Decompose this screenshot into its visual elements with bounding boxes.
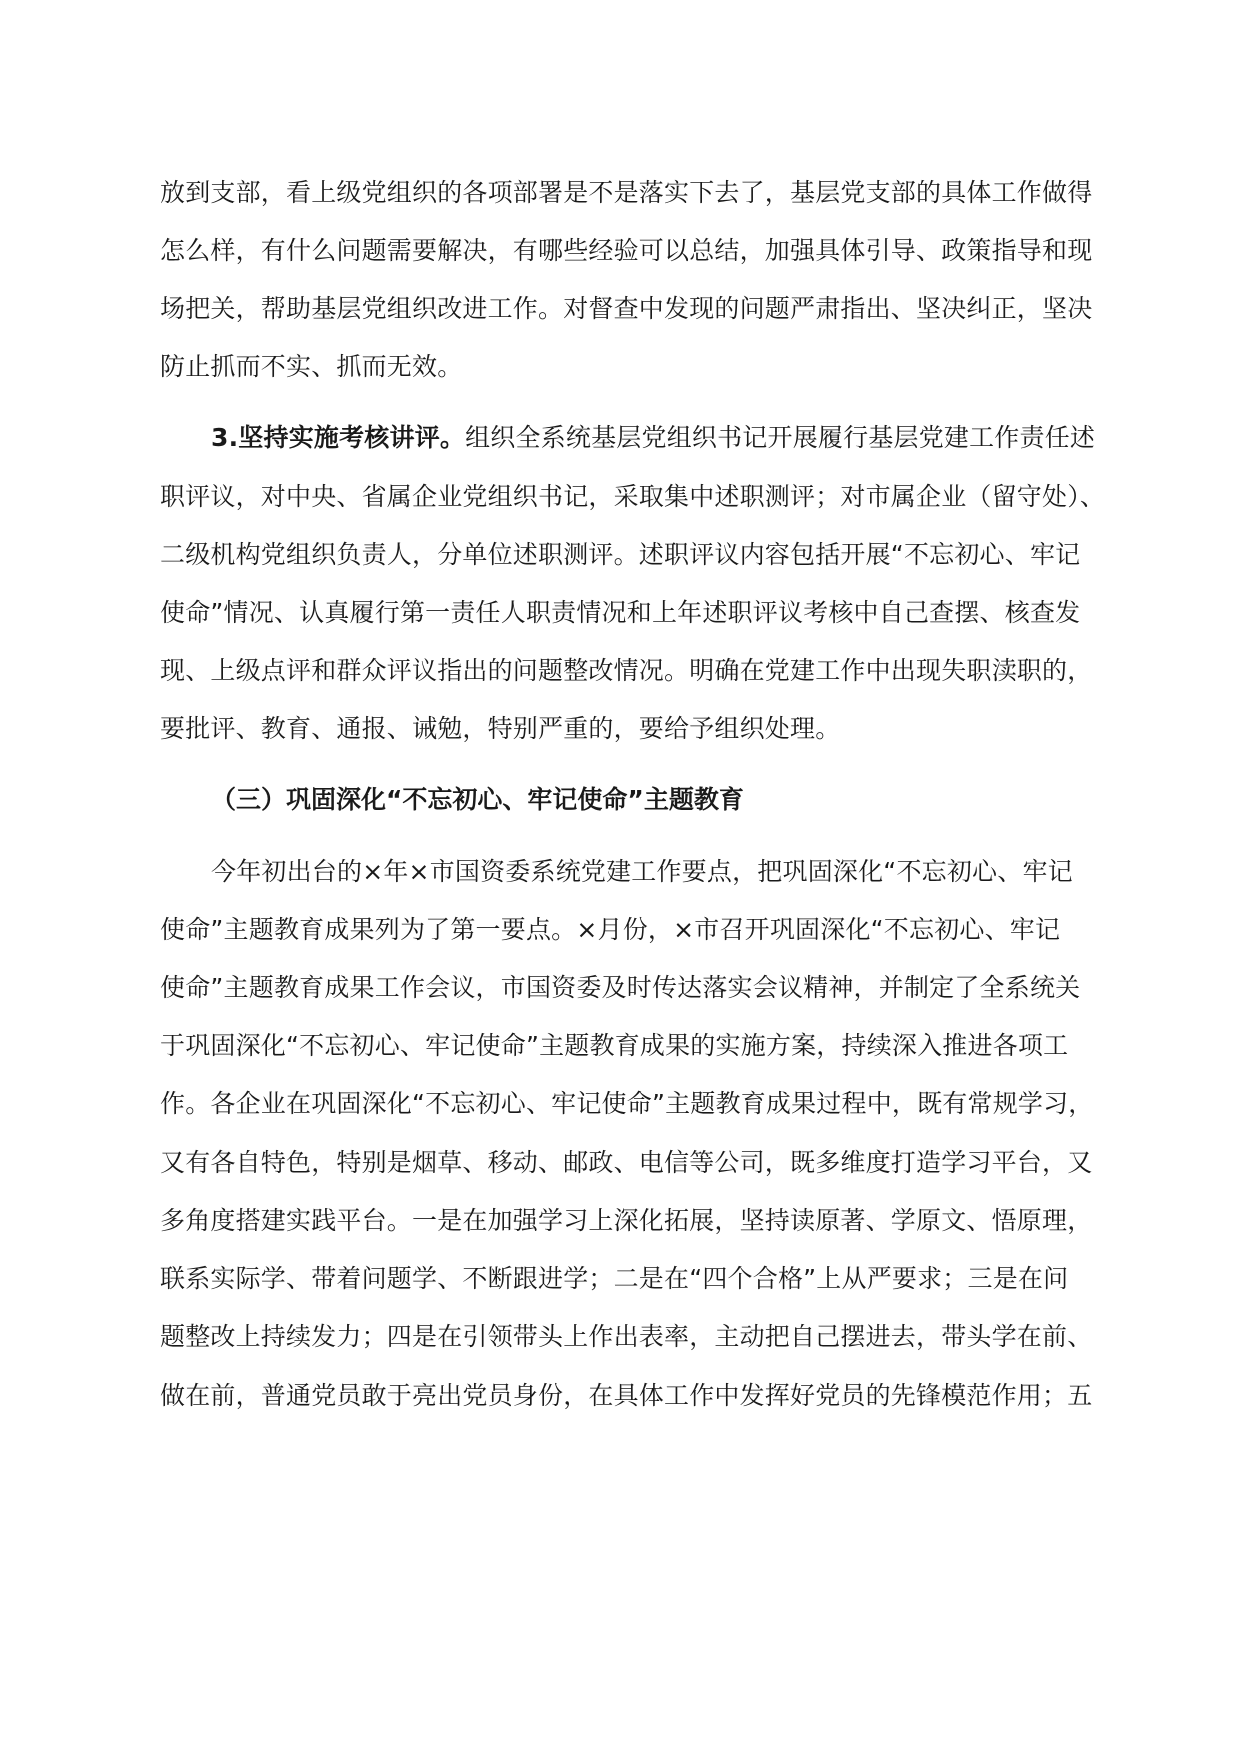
paragraph-2-lead: 3.坚持实施考核讲评。 — [211, 423, 466, 452]
paragraph-3-line-6: 又有各自特色，特别是烟草、移动、邮政、电信等公司，既多维度打造学习平台，又 — [160, 1148, 1093, 1177]
paragraph-2-line-2: 职评议，对中央、省属企业党组织书记，采取集中述职测评；对市属企业（留守处）、 — [160, 482, 1106, 511]
paragraph-3-line-10: 做在前，普通党员敢于亮出党员身份，在具体工作中发挥好党员的先锋模范作用；五 — [160, 1381, 1093, 1410]
section-heading: （三）巩固深化“不忘初心、牢记使命”主题教育 — [211, 785, 744, 814]
paragraph-2-line-5: 现、上级点评和群众评议指出的问题整改情况。明确在党建工作中出现失职渎职的， — [160, 656, 1093, 685]
paragraph-3-line-3: 使命”主题教育成果工作会议，市国资委及时传达落实会议精神，并制定了全系统关 — [160, 973, 1081, 1002]
paragraph-1-line-4: 防止抓而不实、抓而无效。 — [160, 352, 463, 381]
paragraph-3-line-7: 多角度搭建实践平台。一是在加强学习上深化拓展，坚持读原著、学原文、悟原理， — [160, 1206, 1093, 1235]
paragraph-3-line-2: 使命”主题教育成果列为了第一要点。×月份，×市召开巩固深化“不忘初心、牢记 — [160, 915, 1061, 944]
paragraph-1-line-1: 放到支部，看上级党组织的各项部署是不是落实下去了，基层党支部的具体工作做得 — [160, 178, 1093, 207]
paragraph-1-line-3: 场把关，帮助基层党组织改进工作。对督查中发现的问题严肃指出、坚决纠正，坚决 — [160, 294, 1093, 323]
paragraph-2-first-line-rest: 组织全系统基层党组织书记开展履行基层党建工作责任述 — [465, 423, 1096, 452]
paragraph-3-line-1: 今年初出台的×年×市国资委系统党建工作要点，把巩固深化“不忘初心、牢记 — [211, 857, 1073, 886]
paragraph-2-line-3: 二级机构党组织负责人，分单位述职测评。述职评议内容包括开展“不忘初心、牢记 — [160, 540, 1081, 569]
paragraph-3-line-8: 联系实际学、带着问题学、不断跟进学；二是在“四个合格”上从严要求；三是在问 — [160, 1264, 1069, 1293]
paragraph-2-line-1 — [211, 422, 1121, 454]
paragraph-2-line-4: 使命”情况、认真履行第一责任人职责情况和上年述职评议考核中自己查摆、核查发 — [160, 598, 1081, 627]
paragraph-2-line-6: 要批评、教育、通报、诫勉，特别严重的，要给予组织处理。 — [160, 714, 841, 743]
paragraph-1-line-2: 怎么样，有什么问题需要解决，有哪些经验可以总结，加强具体引导、政策指导和现 — [160, 236, 1093, 265]
paragraph-3-line-4: 于巩固深化“不忘初心、牢记使命”主题教育成果的实施方案，持续深入推进各项工 — [160, 1031, 1069, 1060]
paragraph-3-line-9: 题整改上持续发力；四是在引领带头上作出表率，主动把自己摆进去，带头学在前、 — [160, 1322, 1093, 1351]
paragraph-3-line-5: 作。各企业在巩固深化“不忘初心、牢记使命”主题教育成果过程中，既有常规学习， — [160, 1089, 1094, 1118]
